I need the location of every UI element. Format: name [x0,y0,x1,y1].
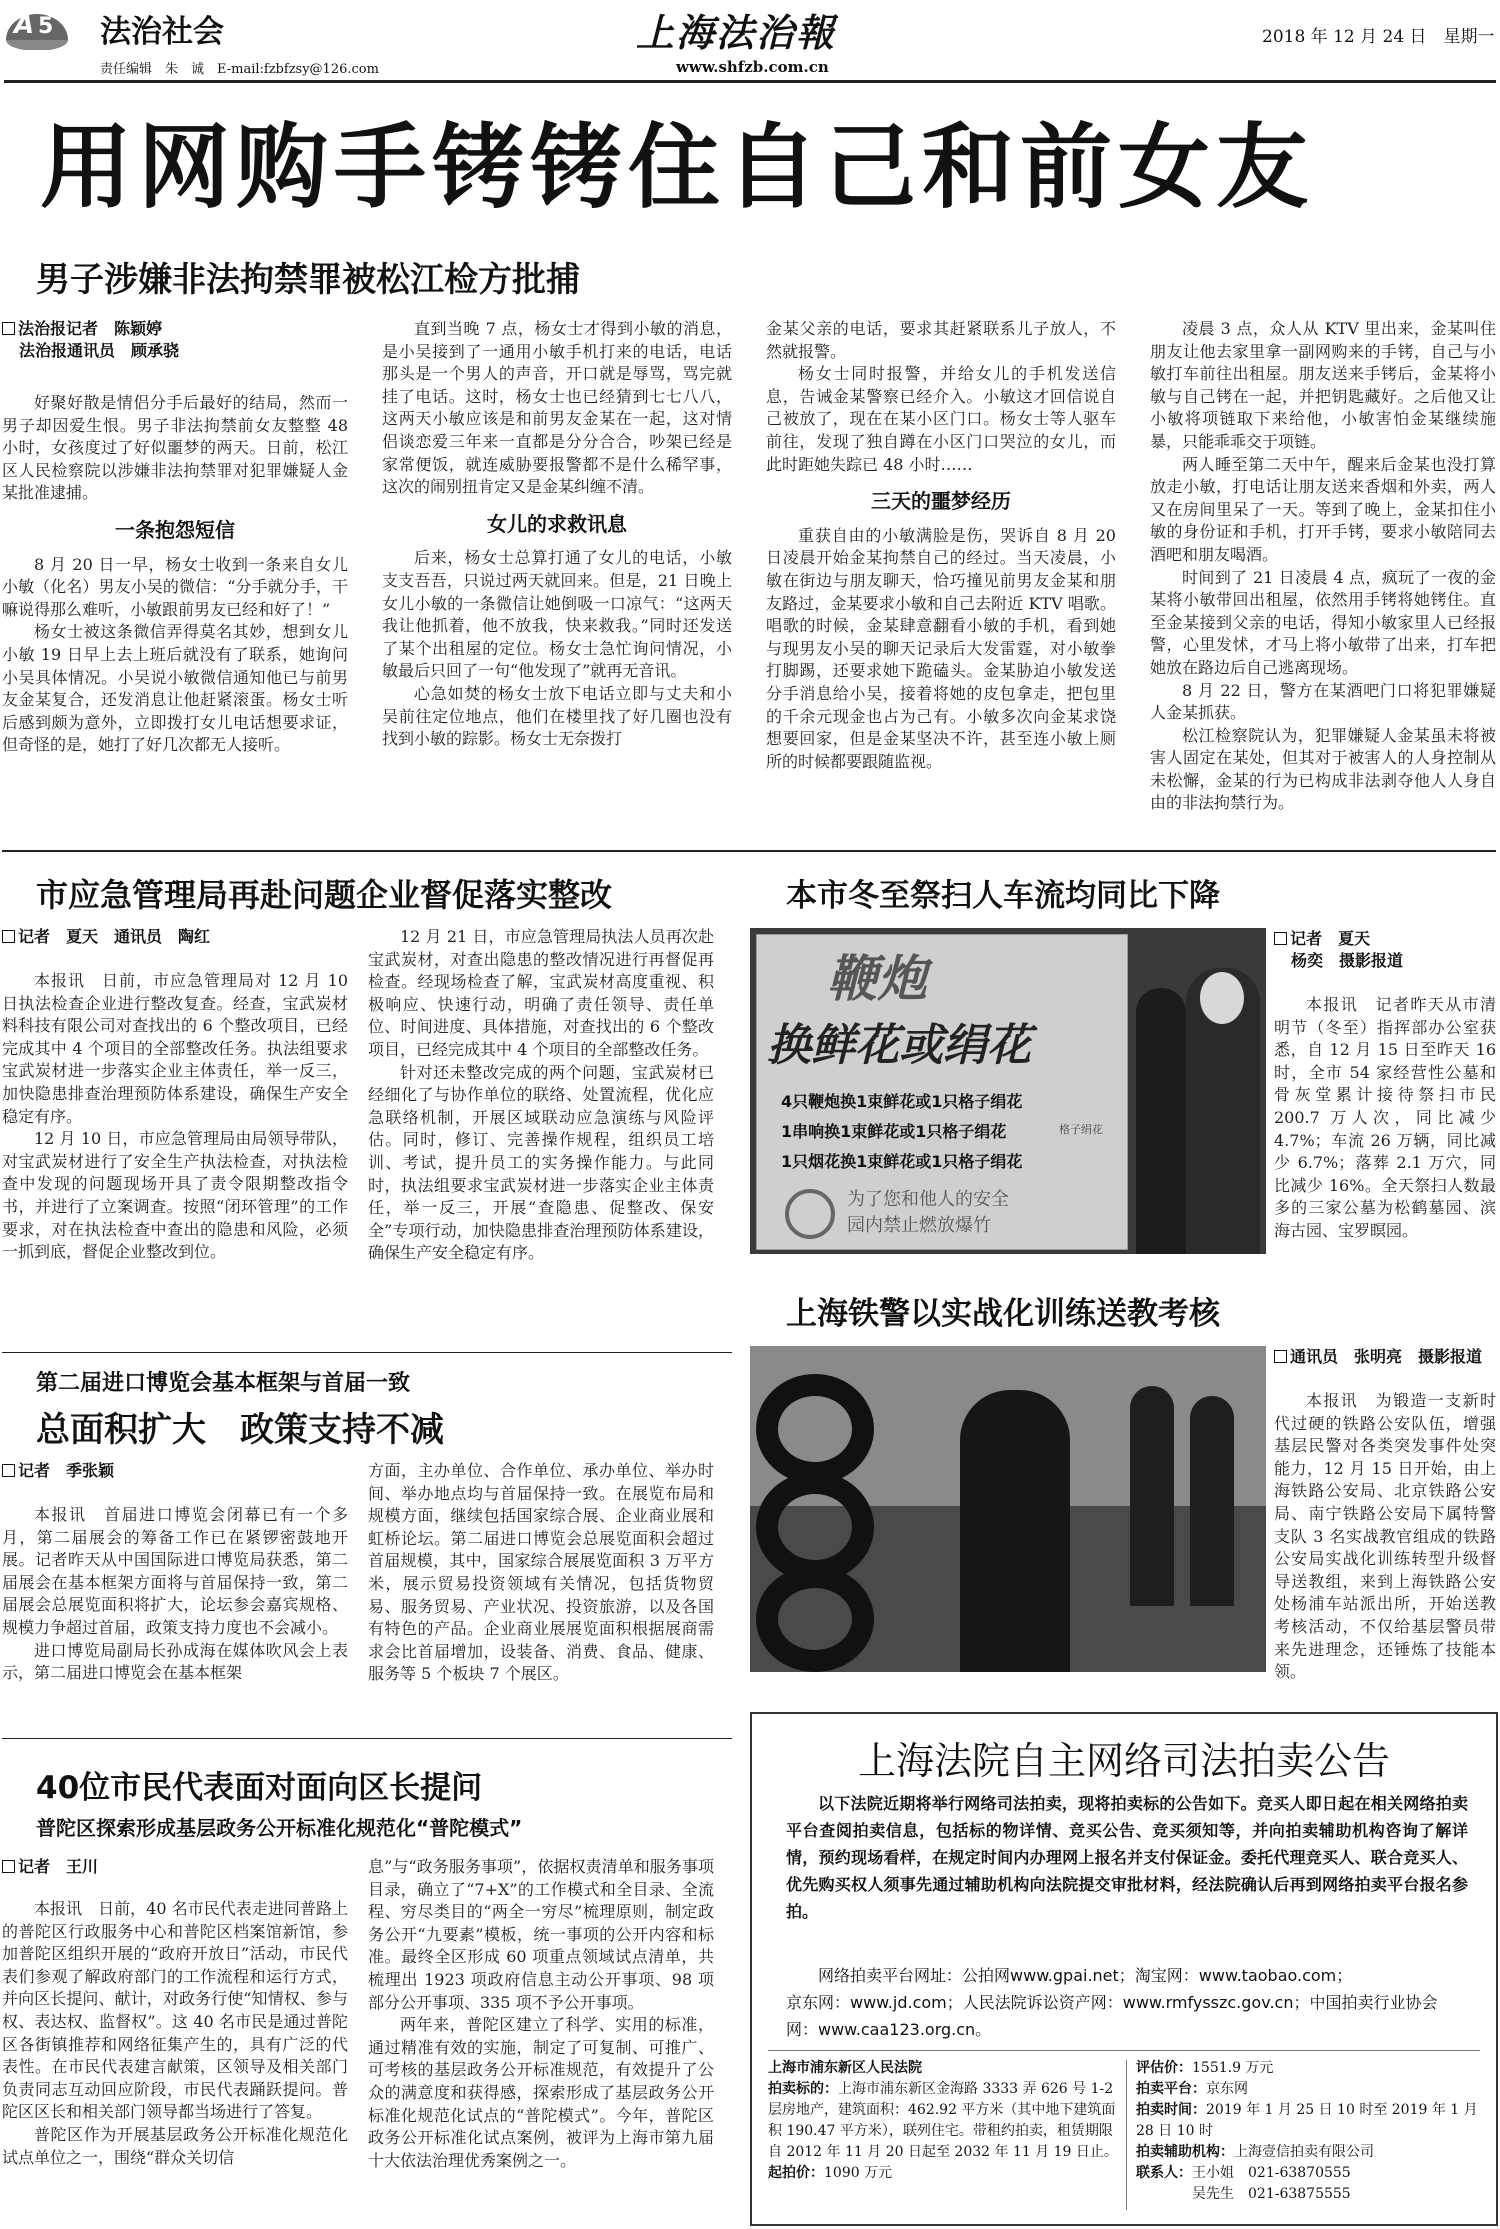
section-title: 法治社会 [100,14,224,50]
photo-face [1200,972,1244,1024]
page-number: 5 [38,14,54,39]
photo-figure [1130,1386,1174,1606]
byline-box-icon [2,1464,15,1477]
forum-subhead: 普陀区探索形成基层政务公开标准化规范化“普陀模式” [36,1816,523,1840]
railway-photo [750,1346,1266,1672]
emergency-headline: 市应急管理局再赴问题企业督促落实整改 [36,876,613,914]
sign-exchange: 换鲜花或绢花 [767,1020,1031,1071]
emergency-col-1: 本报讯 日前，市应急管理局对 12 月 10 日执法检查企业进行整改复查。经查，宝武炭材料科技有限公司对查找出的 6 个整改项目，已经完成其中 4 个项目的全部整改任务。执法组要求宝武炭材进一步落实企业主体责任，举一反三，加快隐患排查治理预防体系建设，确保生产安全稳定有序。 12 月 10 日，市应急管理局由局领导带队，对宝武炭材进行了安全生产执法检查，对执法检查中发现的问题现场开具了责令限期整改指令书，并进行了立案调查。按照“闭环管理”的工作要求，对在执法检查中查出的隐患和风险，必须一抓到底，督促企业整改到位。 [2,971,348,1262]
qingming-byline: 记者 夏天 杨奕 摄影报道 [1274,928,1403,972]
lead-bottom-rule [2,850,1496,852]
sign-note: 为了您和他人的安全 园内禁止燃放爆竹 [847,1189,1009,1236]
forum-headline: 40位市民代表面对面向区长提问 [36,1770,483,1806]
qingming-text: 本报讯 记者昨天从市清明节（冬至）指挥部办公室获悉，自 12 月 15 日至昨天 16 时，全市 54 家经营性公墓和骨灰堂累计接待祭扫市民 200.7 万人次，同比减少 4.7%；车流 26 万辆，同比减少 6.7%；落葬 2.1 万穴，同比减少 16%。全天祭扫人数最多的三家公墓为松鹤墓园、滨海古园、宝罗瞑园。 [1274,995,1496,1240]
byline-box-icon [2,322,15,335]
sign-item: 1串响换1束鲜花或1只格子绢花 [781,1122,1007,1141]
emergency-col-2: 12 月 21 日，市应急管理局执法人员再次赴宝武炭材，对查出隐患的整改情况进行再督促再检查。经现场检查了解，宝武炭材高度重视、积极响应、快速行动，明确了责任领导、责任单位、时间进度、具体措施，对查找出的 6 个整改项目，已经完成其中 4 个项目的全部整改任务。 针对还未整改完成的两个问题，宝武炭材已经细化了与协作单位的联络、处置流程，优化应急联络机制，开展区域联动应急演练与风险评估。同时，修订、完善操作规程，组织员工培训、考试，提升员工的实务操作能力。与此同时，执法组要求宝武炭材进一步落实企业主体责任，举一反三，开展“查隐患、促整改、保安全”专项行动，加快隐患排查治理预防体系建设，确保生产安全稳定有序。 [368,927,714,1263]
auction-left: 上海市浦东新区人民法院 拍卖标的：上海市浦东新区金海路 3333 弄 626 号 1-2 层房地产，建筑面积：462.92 平方米（其中地下建筑面积 190.47 平方米），联列住宅。带租约拍卖，租赁期限自 2012 年 11 月 20 日起至 2032 年 11 月 19 日止。 起拍价：1090 万元 [768,2060,1118,2181]
photo-figure [1190,1396,1234,1606]
lead-subhead: 男子涉嫌非法拘禁罪被松江检方批捕 [36,260,580,300]
byline-box-icon [2,1860,15,1873]
exchange-sign [756,934,1128,1250]
auction-col-divider [1126,2060,1127,2210]
auction-notice [750,1712,1498,2226]
sign-item: 1只烟花换1束鲜花或1只格子绢花 [781,1152,1023,1171]
lead-subtitle-2: 女儿的求救讯息 [487,511,627,536]
sign-item: 4只鞭炮换1束鲜花或1只格子绢花 [781,1092,1023,1111]
expo-col-1: 本报讯 首届进口博览会闭幕已有一个多月，第二届展会的筹备工作已在紧锣密鼓地开展。记者昨天从中国国际进口博览局获悉，第二届展会在基本框架方面将与首届保持一致，第二届展会总展览面积将扩大，论坛参会嘉宾规格、规模力争超过首届，政策支持力度也不会减小。 进口博览局副局长孙成海在媒体吹风会上表示，第二届进口博览会在基本框架 [2,1505,348,1683]
expo-bottom-rule [2,1738,732,1739]
lead-col-3: 金某父亲的电话，要求其赶紧联系儿子放人，不然就报警。 杨女士同时报警，并给女儿的手机发送信息，告诫金某警察已经介入。小敏这才回信说自己被放了，现在在某小区门口。杨女士等人驱车前往，发现了独自蹲在小区门口哭泣的女儿，而此时距她失踪已 48 小时…… 三天的噩梦经历 重获自由的小敏满脸是伤，哭诉自 8 月 20 日凌晨开始金某拘禁自己的经过。当天凌晨，小敏在街边与朋友聊天，恰巧撞见前男友金某和朋友路过，金某要求小敏和自己去附近 KTV 唱歌。唱歌的时候，金某肆意翻看小敏的手机，看到她与现男友小吴的聊天记录后大发雷霆，对小敏拳打脚踢，还要求她下跪磕头。金某胁迫小敏发送分手消息给小吴，接着将她的皮包拿走，把包里的千余元现金也占为己有。小敏多次向金某求饶想要回家，但是金某坚决不许，甚至连小敏上厕所的时候都要跟随监视。 [766,319,1116,771]
qingming-photo [750,928,1266,1254]
expo-byline: 记者 季张颖 [2,1460,114,1482]
photo-figure [960,1390,1070,1672]
lead-col-2: 直到当晚 7 点，杨女士才得到小敏的消息，是小吴接到了一通用小敏手机打来的电话，电话那头是一个男人的声音，开口就是辱骂，骂完就挂了电话。这时，杨女士也已经猜到七七八八，这两天小敏应该是和前男友金某在一起，这对情侣谈恋爱三年来一直都是分分合合，吵架已经是家常便饭，就连威胁要报警都不是什么稀罕事，这次的闹别扭肯定又是金某纠缠不清。 女儿的求救讯息 后来，杨女士总算打通了女儿的电话，小敏支支吾吾，只说过两天就回来。但是，21 日晚上女儿小敏的一条微信让她倒吸一口凉气：“这两天我让他抓着，他不放我，快来救我。”同时还发送了某个出租屋的定位。杨女士急忙询问情况，小敏最后只回了一句“他发现了”就再无音讯。 心急如焚的杨女士放下电话立即与丈夫和小吴前往定位地点，他们在楼里找了好几圈也没有找到小敏的踪影。杨女士无奈拨打 [382,319,732,749]
lead-subtitle-3: 三天的噩梦经历 [871,489,1011,514]
tire-icon [756,1566,874,1672]
lead-col-1: 好聚好散是情侣分手后最好的结局，然而一男子却因爱生恨。男子非法拘禁前女友整整 48 小时，女孩度过了好似噩梦的两天。日前，松江区人民检察院以涉嫌非法拘禁罪对犯罪嫌疑人金某批准逮捕。 一条抱怨短信 8 月 20 日一早，杨女士收到一条来自女儿小敏（化名）男友小吴的微信：“分手就分手，干嘛说得那么难听，小敏跟前男友已经和好了！” 杨女士被这条微信弄得莫名其妙，想到女儿小敏 19 日早上去上班后就没有了联系，她询问小吴具体情况。小吴说小敏微信通知他已与前男友金某复合，还发消息让他赶紧滚蛋。杨女士听后感到颇为意外，立即拨打女儿电话想要求证，但奇怪的是，她打了好几次都无人接听。 [2,393,348,755]
auction-right: 评估价：1551.9 万元 拍卖平台：京东网 拍卖时间：2019 年 1 月 25 日 10 时至 2019 年 1 月 28 日 10 时 拍卖辅助机构：上海壹信拍卖有限公司 联系人：王小姐 021-63870555 吴先生 021-63875555 [1136,2060,1478,2202]
byline-box-icon [1274,932,1287,945]
expo-headline: 总面积扩大 政策支持不减 [36,1410,444,1450]
sign-title: 鞭炮 [827,949,927,1008]
lead-subtitle-1: 一条抱怨短信 [115,517,235,542]
editor-line: 责任编辑 朱 诚 E-mail:fzbfzsy@126.com [100,62,379,77]
railway-headline: 上海铁警以实战化训练送教考核 [786,1296,1220,1332]
auction-platforms: 网络拍卖平台网址：公拍网www.gpai.net；淘宝网：www.taobao.com； 京东网：www.jd.com；人民法院诉讼资产网：www.rmfysszc.gov.cn；中国拍卖行业协会网：www.caa123.org.cn。 [786,1966,1438,2039]
sign-logo: 格子绢花 [1059,1123,1103,1136]
lead-headline: 用网购手铐铐住自己和前女友 [40,114,1315,221]
sign-items [781,1087,1022,1177]
tire-icon [756,1374,874,1484]
auction-court: 上海市浦东新区人民法院 [768,2060,922,2076]
qingming-headline: 本市冬至祭扫人车流均同比下降 [786,878,1220,914]
byline-box-icon [1274,1350,1287,1363]
expo-col-2: 方面，主办单位、合作单位、承办单位、举办时间、举办地点均与首届保持一致。在展览布局和规模方面，继续包括国家综合展、企业商业展和虹桥论坛。第二届进口博览会总展览面积会超过首届规模，其中，国家综合展展览面积 3 万平方米，展示贸易投资领域有关情况，包括货物贸易、服务贸易、产业状况、投资旅游，以及各国有特色的产品。企业商业展展览面积根据展商需求会比首届增加，设装备、消费、食品、健康、服务等 5 个板块 7 个展区。 [368,1461,714,1684]
byline-box-icon [2,930,15,943]
auction-divider [768,2050,1480,2051]
page-letter: A [14,10,35,40]
emergency-bottom-rule [2,1352,732,1353]
issue-date: 2018 年 12 月 24 日 星期一 [1262,27,1495,47]
no-fireworks-icon [785,1189,835,1239]
lead-byline: 法治报记者 陈颖婷 法治报通讯员 顾承骁 [2,318,362,362]
railway-byline: 通讯员 张明亮 摄影报道 [1274,1346,1482,1368]
forum-byline: 记者 王川 [2,1856,98,1878]
expo-kicker: 第二届进口博览会基本框架与首届一致 [36,1371,411,1396]
railway-text: 本报讯 为锻造一支新时代过硬的铁路公安队伍，增强基层民警对各类突发事件处突能力，12 月 15 日开始，由上海铁路公安局、北京铁路公安局、南宁铁路公安局下属特警支队 3 名实战教官组成的铁路公安局实战化训练转型升级督导送教组，来到上海铁路公安处杨浦车站派出所，开始送教考核活动，不仅给基层警员带来先进理念，还锤炼了技能本领。 [1274,1391,1496,1682]
photo-figure [1136,988,1186,1254]
auction-intro: 以下法院近期将举行网络司法拍卖，现将拍卖标的公告如下。竞买人即日起在相关网络拍卖平台查阅拍卖信息，包括标的物详情、竞买公告、竞买须知等，并向拍卖辅助机构咨询了解详情，预约现场看样，在规定时间内办理网上报名并支付保证金。委托代理竞买人、联合竞买人、优先购买权人须事先通过辅助机构向法院提交审批材料，经法院确认后再到网络拍卖平台报名参拍。 [786,1794,1468,1921]
masthead: 上海法治報 [636,10,837,55]
page-badge [4,6,70,50]
emergency-byline: 记者 夏天 通讯员 陶红 [2,926,210,948]
forum-col-1: 本报讯 日前，40 名市民代表走进同普路上的普陀区行政服务中心和普陀区档案馆新馆，参加普陀区组织开展的“政府开放日”活动，市民代表们参观了解政府部门的工作流程和运行方式，并向区长提问、献计，对政务行使“知情权、参与权、表达权、监督权”。这 40 名市民是通过普陀区各街镇推荐和网络征集产生的，具有广泛的代表性。在市民代表建言献策，区领导及相关部门负责同志互动回应阶段，市民代表踊跃提问。普陀区区长和相关部门领导都当场进行了答复。 普陀区作为开展基层政务公开标准化规范化试点单位之一，围绕“群众关切信 [2,1899,348,2167]
forum-col-2: 息”与“政务服务事项”，依据权责清单和服务事项目录，确立了“7+X”的工作模式和全目录、全流程、穷尽类目的“两全一穷尽”梳理原则，制定政务公开“九要素”模板，统一事项的公开内容和标准。最终全区形成 60 项重点领域试点清单，共梳理出 1923 项政府信息主动公开事项、98 项部分公开事项、335 项不予公开事项。 两年来，普陀区建立了科学、实用的标准，通过精准有效的实施，制定了可复制、可推广、可考核的基层政务公开标准规范，有效提升了公众的满意度和获得感，探索形成了基层政务公开标准化规范化试点的“普陀模式”。今年，普陀区政务公开标准化试点案例，被评为上海市第九届十大依法治理优秀案例之一。 [368,1857,714,2170]
lead-col-4: 凌晨 3 点，众人从 KTV 里出来，金某叫住朋友让他去家里拿一副网购来的手铐，自己与小敏打车前往出租屋。朋友送来手铐后，金某将小敏与自己铐在一起，并把钥匙藏好。之后他又让小敏将项链取下来给他，小敏害怕金某继续施暴，只能乖乖交于项链。 两人睡至第二天中午，醒来后金某也没打算放走小敏，打电话让朋友送来香烟和外卖，两人又在房间里呆了一天。等到了晚上，金某扣住小敏的身份证和手机，打开手铐，要求小敏陪同去酒吧和朋友喝酒。 时间到了 21 日凌晨 4 点，疯玩了一夜的金某将小敏带回出租屋，依然用手铐将她铐住。直至金某接到父亲的电话，得知小敏家里人已经报警，心里发怵，才马上将小敏带了出来，打车把她放在路边后自己逃离现场。 8 月 22 日，警方在某酒吧门口将犯罪嫌疑人金某抓获。 松江检察院认为，犯罪嫌疑人金某虽未将被害人固定在某处，但其对于被害人的人身控制从未松懈，金某的行为已构成非法剥夺他人人身自由的非法拘禁行为。 [1150,319,1496,813]
website: www.shfzb.com.cn [676,58,829,76]
header-rule [4,80,1496,83]
auction-title: 上海法院自主网络司法拍卖公告 [857,1739,1390,1783]
